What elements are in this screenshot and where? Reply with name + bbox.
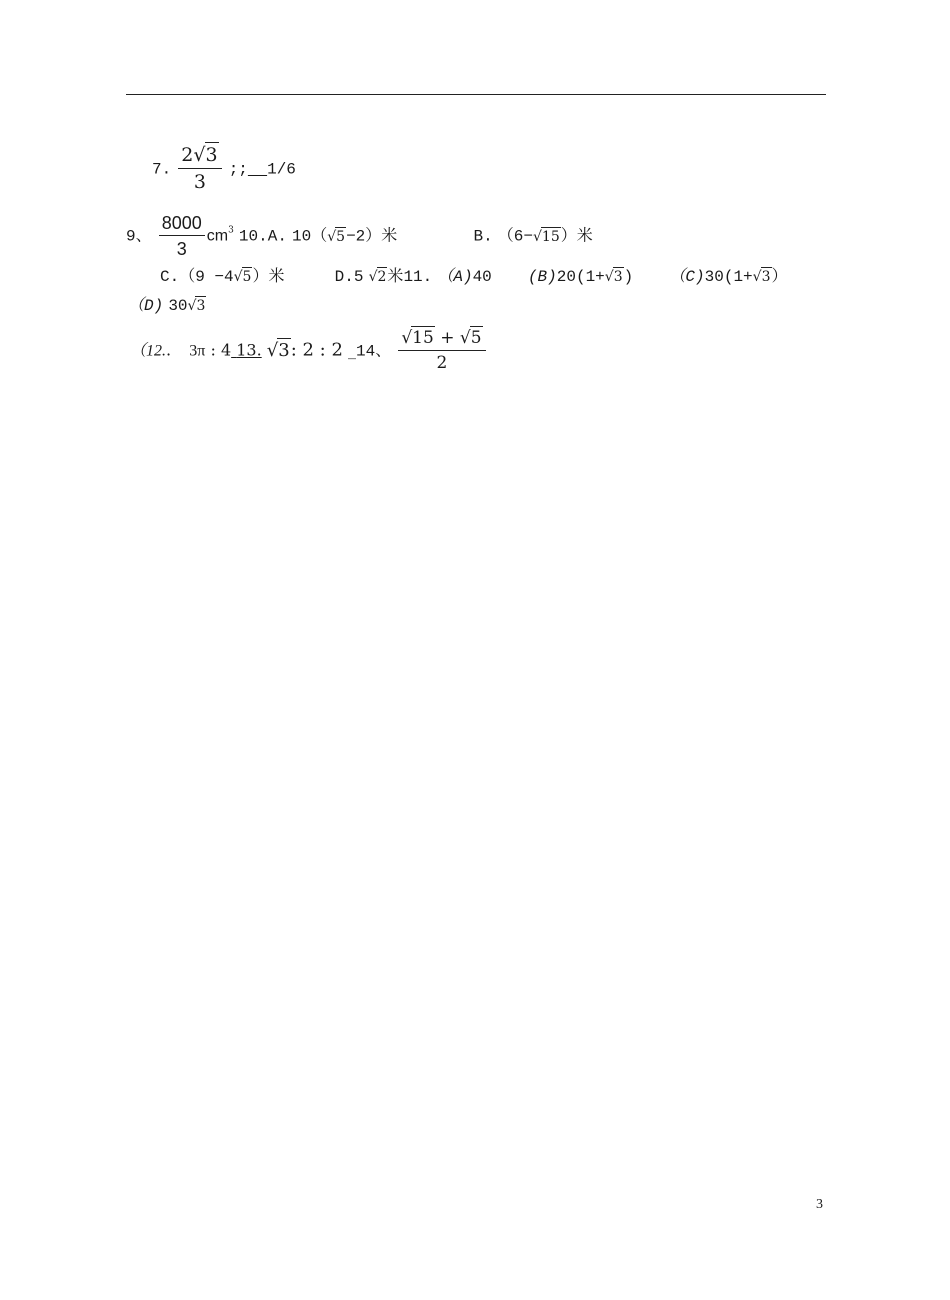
q10-b-sqrt: √15 — [533, 228, 560, 245]
answer-line-7-8 — [152, 146, 296, 192]
q12-colon: : — [210, 340, 216, 360]
q14-label: 14、 — [356, 342, 392, 361]
q11-d-sqrt: √3 — [187, 298, 206, 314]
q11-b-post: ) — [623, 268, 634, 286]
q7-fraction: $\frac{2√3}{3}$ — [178, 146, 221, 192]
q11-c-sqrt: √3 — [752, 269, 771, 285]
q13-ratio-rest: : 2 : 2 — [290, 339, 343, 361]
q10-c-sqrt: √5 — [233, 269, 252, 285]
q11-a-value: 40 — [472, 268, 492, 286]
answer-line-11d — [128, 297, 206, 314]
q10-c-label: C. — [160, 268, 180, 286]
q12-ratio-b: 4 — [220, 340, 232, 360]
q11-b-pre: 20(1+ — [556, 268, 605, 286]
q11-label: 11. — [403, 268, 433, 286]
q9-label: 9、 — [126, 227, 152, 246]
q10-b-post: ）米 — [560, 227, 593, 246]
q14-fraction: $\frac{√15 + √5}{2}$ — [398, 330, 485, 372]
q10-a-pre: 10（ — [292, 227, 328, 246]
q13-label: 13. — [236, 340, 262, 360]
answer-line-9-10 — [126, 214, 593, 258]
q10-b-label: B. — [473, 227, 493, 246]
q8-value: 1/6 — [267, 160, 296, 179]
q12-dot: . — [166, 340, 172, 360]
q10-c-post: ）米 — [252, 268, 285, 286]
q13-sqrt: √3 — [266, 339, 290, 361]
answer-line-12-14 — [130, 330, 488, 372]
q11-b-sqrt: √3 — [604, 269, 623, 285]
q12-ratio-a: 3π — [189, 342, 206, 360]
q9-fraction: $\frac{8000}{3}$ — [159, 214, 205, 258]
q11-b-label: (B) — [527, 268, 557, 286]
q12-label: （12. — [130, 342, 167, 360]
q8-gap — [248, 161, 267, 179]
q10-d-post: 米 — [387, 268, 404, 286]
q7-tail: ;; — [228, 160, 248, 179]
page-number: 3 — [816, 1197, 823, 1212]
q10-b-pre: （6− — [497, 227, 533, 246]
q11-c-post: ） — [771, 268, 788, 286]
q10-a-sqrt: √5 — [327, 228, 346, 245]
header-rule — [126, 94, 826, 95]
q11-c-label: （C) — [669, 268, 705, 286]
q10-c-pre: （9 −4 — [179, 268, 234, 286]
q9-unit: cm — [206, 227, 229, 245]
q13-dash: _ — [348, 340, 357, 360]
q10-d-label: D. — [334, 268, 354, 286]
q10-d-sqrt: √2 — [368, 269, 387, 285]
q9-unit-exponent: 3 — [228, 225, 234, 236]
q11-d-label: （D) — [128, 297, 164, 315]
q10-a-post: −2）米 — [346, 227, 398, 246]
q10-label: 10. — [238, 227, 268, 246]
q7-label: 7. — [152, 160, 172, 179]
q11-c-pre: 30(1+ — [704, 268, 753, 286]
q10-d-pre: 5 — [353, 268, 364, 286]
q11-a-label: （A) — [437, 268, 473, 286]
q11-d-pre: 30 — [168, 297, 188, 315]
answer-line-10-11 — [160, 268, 788, 285]
q10-a-label: A. — [267, 227, 287, 246]
